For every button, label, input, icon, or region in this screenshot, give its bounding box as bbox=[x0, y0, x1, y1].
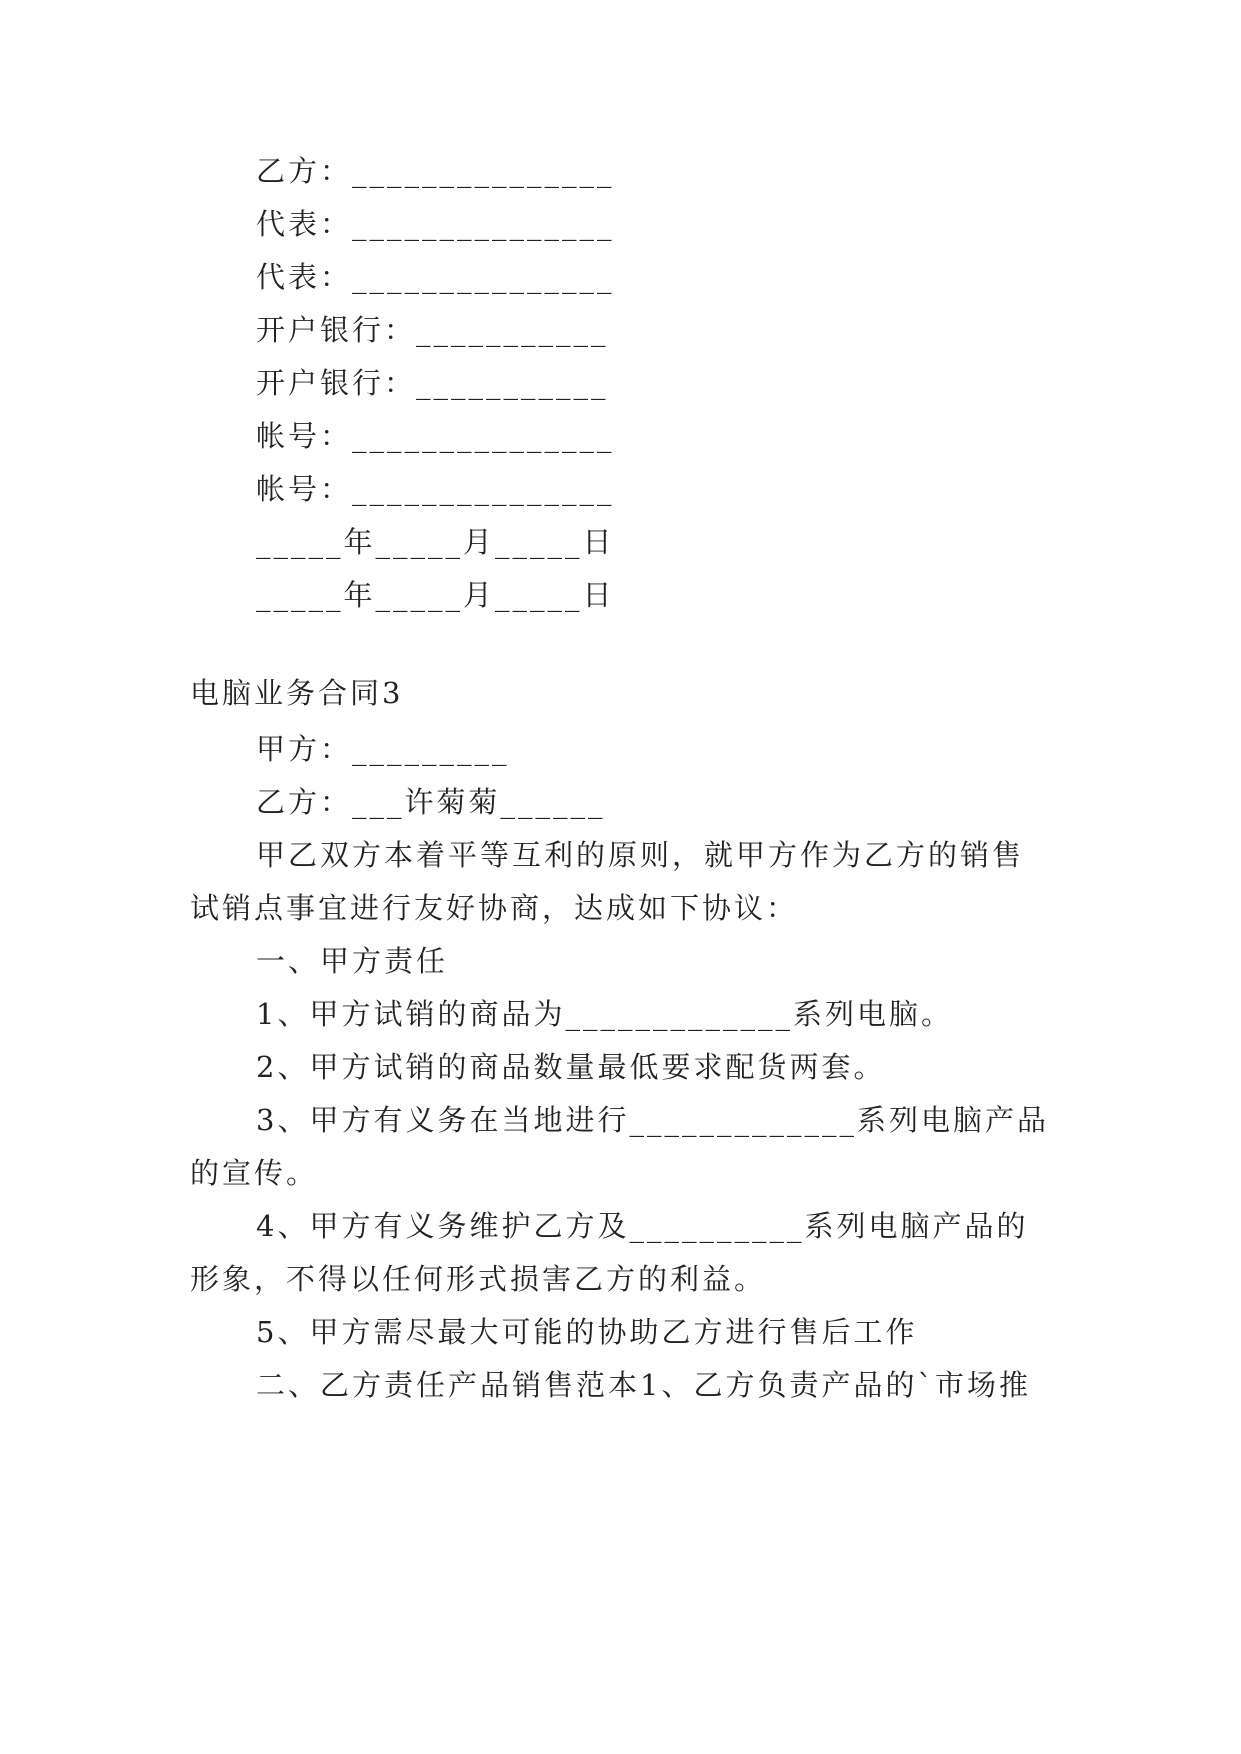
intro-paragraph-cont: 试销点事宜进行友好协商，达成如下协议： bbox=[190, 891, 799, 925]
party-b-signature-line: 乙方：_______________ bbox=[256, 154, 615, 188]
clause-3-cont: 的宣传。 bbox=[190, 1156, 319, 1190]
account-line: 帐号：_______________ bbox=[256, 472, 615, 506]
representative-line: 代表：_______________ bbox=[256, 260, 615, 294]
clause-4: 4、甲方有义务维护乙方及__________系列电脑产品的 bbox=[256, 1209, 1029, 1243]
clause-5: 5、甲方需尽最大可能的协助乙方进行售后工作 bbox=[256, 1315, 918, 1349]
section-heading: 一、甲方责任 bbox=[256, 944, 449, 978]
bank-line: 开户银行：___________ bbox=[256, 366, 609, 400]
clause-2: 2、甲方试销的商品数量最低要求配货两套。 bbox=[256, 1050, 886, 1084]
intro-paragraph: 甲乙双方本着平等互利的原则，就甲方作为乙方的销售 bbox=[256, 838, 1025, 872]
date-line: _____年_____月_____日 bbox=[256, 525, 615, 559]
representative-line: 代表：_______________ bbox=[256, 207, 615, 241]
clause-3: 3、甲方有义务在当地进行_____________系列电脑产品 bbox=[256, 1103, 1049, 1137]
bank-line: 开户银行：___________ bbox=[256, 313, 609, 347]
account-line: 帐号：_______________ bbox=[256, 419, 615, 453]
clause-1: 1、甲方试销的商品为_____________系列电脑。 bbox=[256, 997, 953, 1031]
party-b-line: 乙方：___许菊菊______ bbox=[256, 785, 606, 819]
date-line: _____年_____月_____日 bbox=[256, 578, 615, 612]
party-a-line: 甲方：_________ bbox=[256, 732, 510, 766]
clause-4-cont: 形象，不得以任何形式损害乙方的利益。 bbox=[190, 1262, 767, 1296]
section-heading: 二、乙方责任产品销售范本1、乙方负责产品的`市场推 bbox=[256, 1368, 1031, 1402]
contract-title: 电脑业务合同3 bbox=[190, 676, 404, 710]
